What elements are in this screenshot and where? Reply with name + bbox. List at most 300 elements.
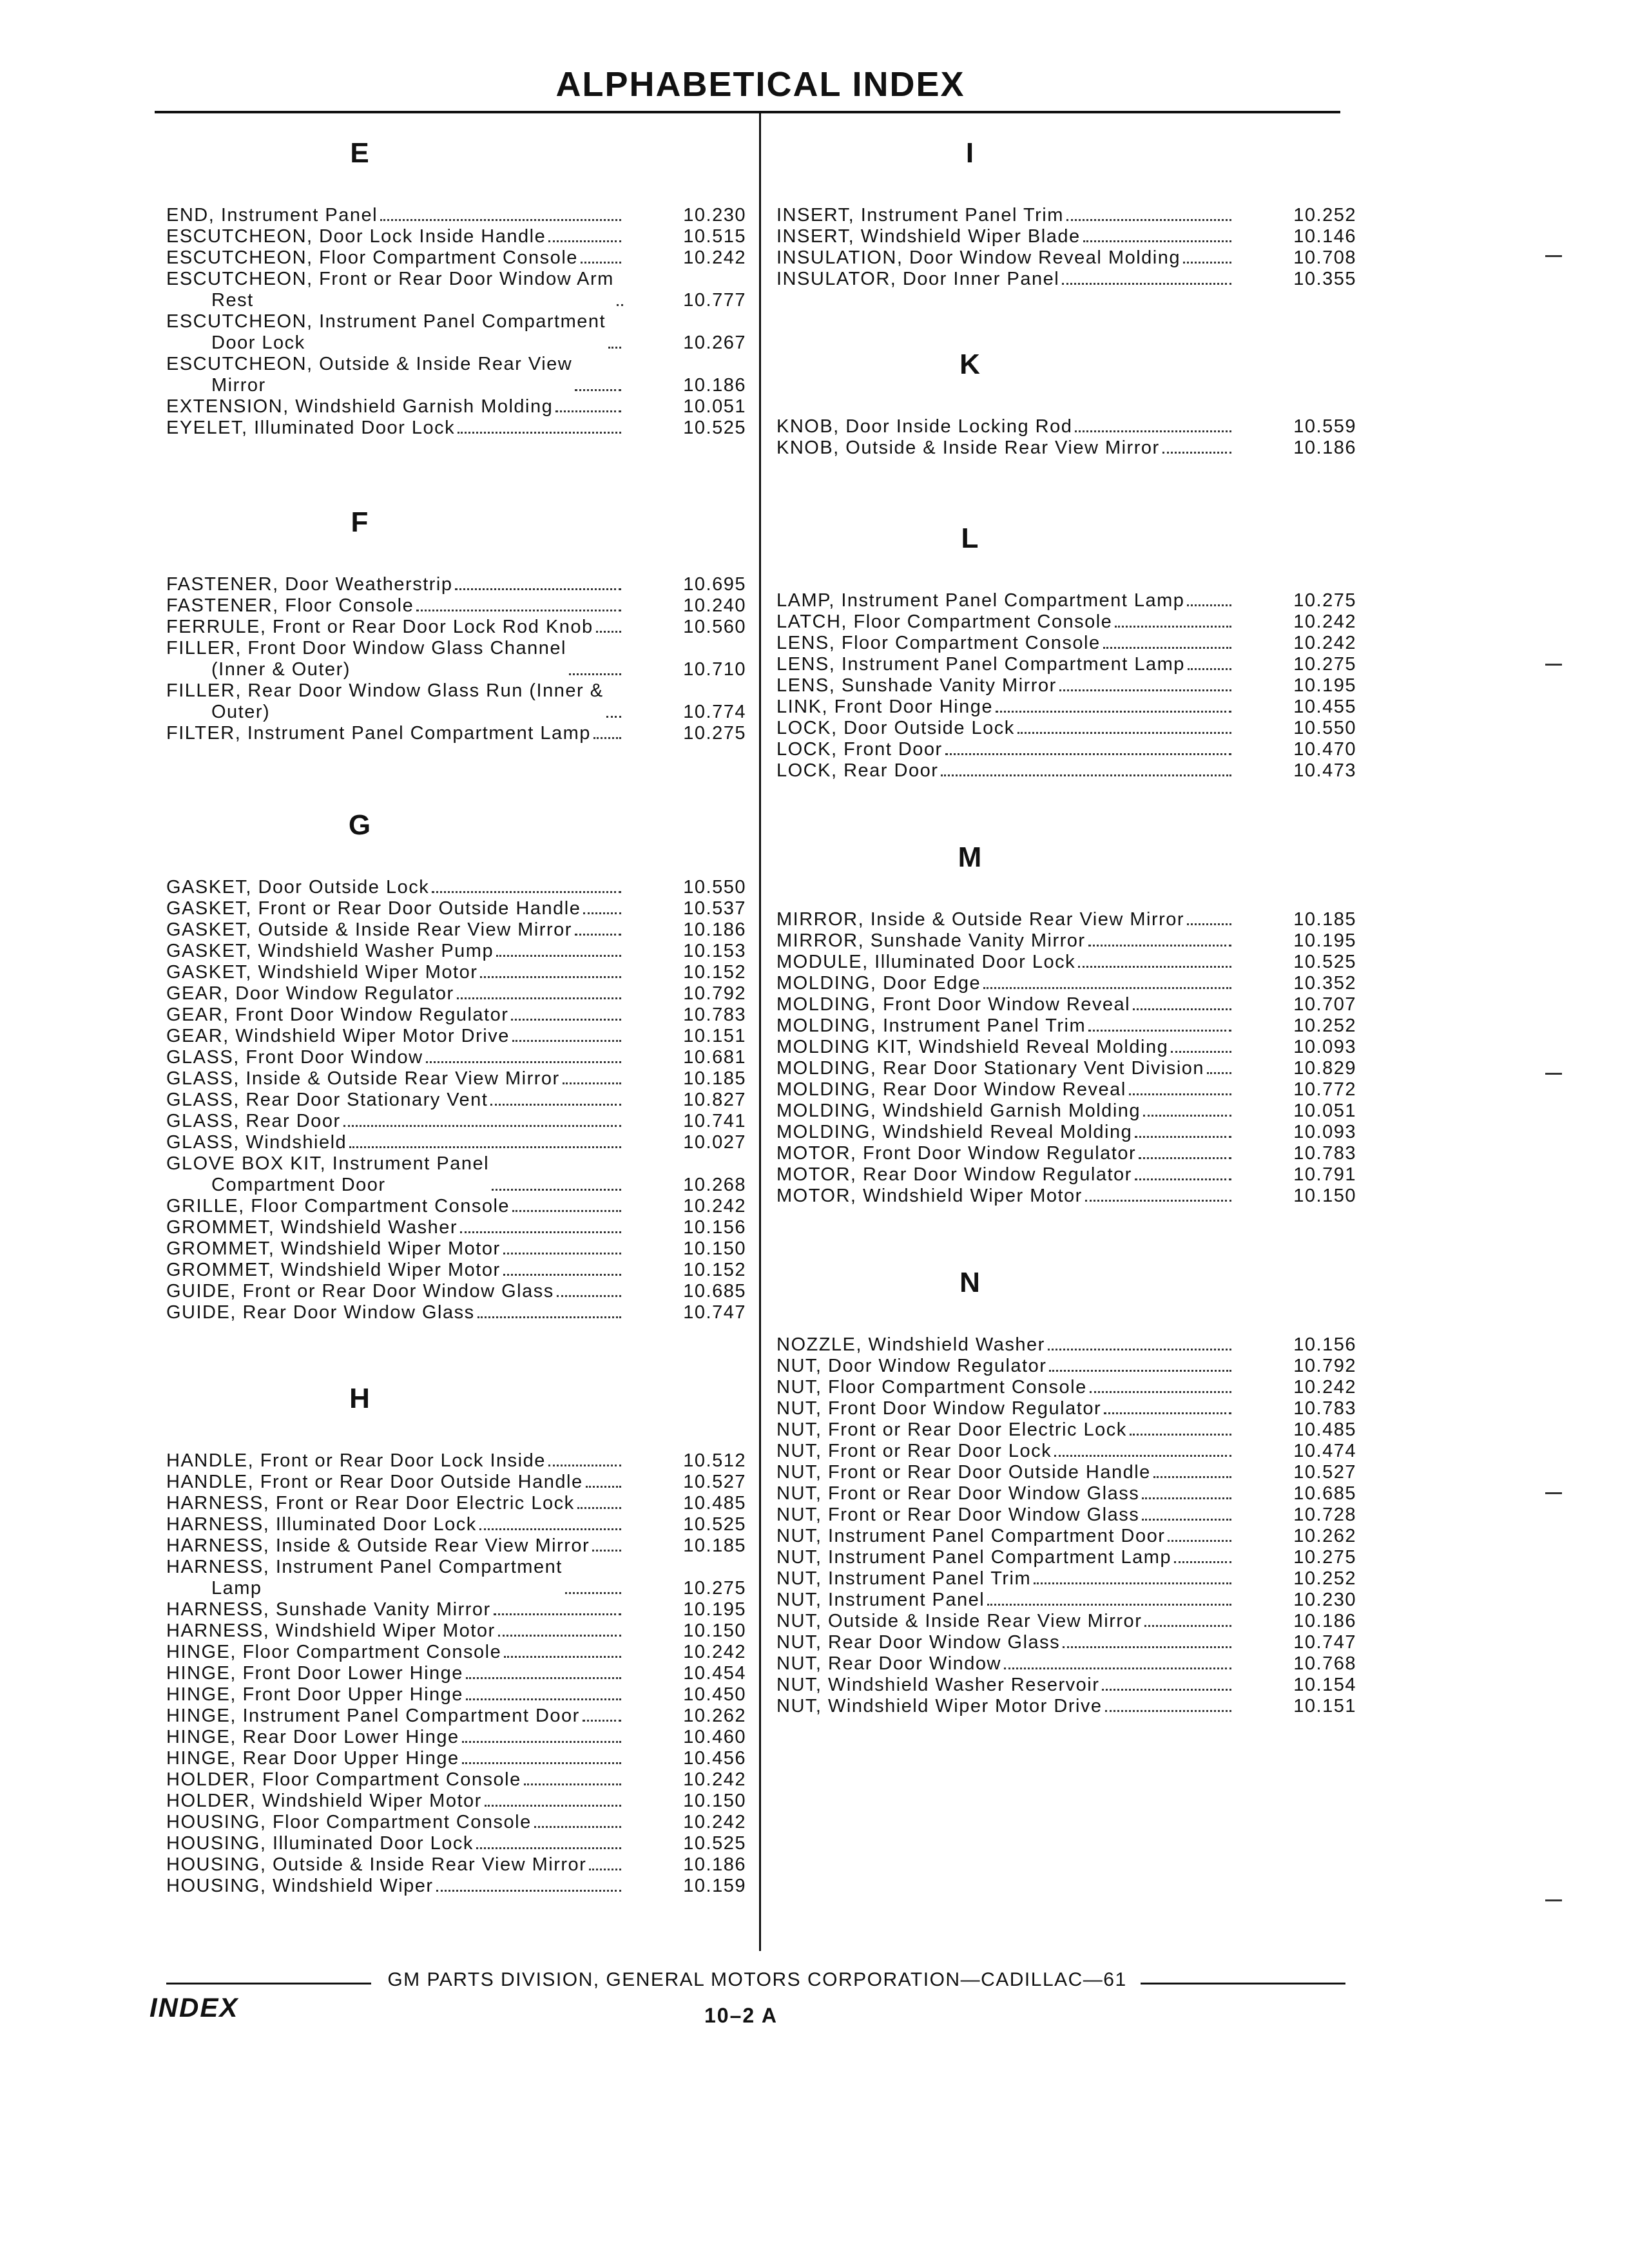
dot-leader: [460, 1231, 621, 1233]
index-entry: [776, 1419, 1356, 1441]
dot-leader: [596, 631, 621, 633]
entry-name: HINGE, Floor Compartment Console: [166, 1642, 502, 1662]
index-entry: [166, 595, 746, 617]
entry-page-number: 10.485: [683, 1493, 746, 1514]
index-entry: [166, 418, 746, 439]
dot-leader: [581, 262, 621, 264]
dot-leader: [511, 1019, 621, 1021]
entry-name: GASKET, Front or Rear Door Outside Handle: [166, 898, 581, 919]
dot-leader: [1142, 1497, 1231, 1499]
index-entry: [776, 1058, 1356, 1079]
entry-page-number: 10.267: [683, 332, 746, 353]
dot-leader: [548, 1465, 621, 1466]
entry-name: ESCUTCHEON, Instrument Panel Compartment: [166, 311, 606, 332]
dot-leader: [987, 1604, 1231, 1606]
entry-page-number: 10.242: [683, 247, 746, 268]
index-entry: [776, 1675, 1356, 1696]
dot-leader: [565, 1592, 621, 1594]
index-entry: [166, 983, 746, 1004]
entry-page-number: 10.525: [683, 1833, 746, 1854]
entry-name: GEAR, Front Door Window Regulator: [166, 1004, 509, 1025]
index-entry: [776, 1100, 1356, 1122]
entry-name: ESCUTCHEON, Outside & Inside Rear View: [166, 354, 573, 374]
index-section: [166, 128, 746, 438]
entry-page-number: 10.146: [1293, 226, 1356, 247]
entry-name: NUT, Rear Door Window Glass: [776, 1632, 1061, 1653]
entry-name: NUT, Windshield Washer Reservoir: [776, 1675, 1100, 1695]
entry-page-number: 10.242: [683, 1769, 746, 1790]
dot-leader: [1139, 1157, 1231, 1159]
entry-page-number: 10.768: [1293, 1653, 1356, 1674]
entry-page-number: 10.186: [1293, 1611, 1356, 1631]
entry-name: MIRROR, Inside & Outside Rear View Mirror: [776, 909, 1185, 930]
dot-leader: [1174, 1561, 1231, 1563]
index-entry: [166, 1812, 746, 1833]
entry-name: MOLDING, Door Edge: [776, 973, 981, 994]
entry-name: NUT, Rear Door Window: [776, 1653, 1001, 1674]
index-entry: [166, 1791, 746, 1812]
entry-page-number: 10.460: [683, 1727, 746, 1747]
index-entry: [776, 675, 1356, 697]
entry-name: ESCUTCHEON, Front or Rear Door Window Arm: [166, 269, 614, 289]
dot-leader: [1034, 1582, 1231, 1584]
dot-leader: [1207, 1072, 1231, 1074]
entry-name: NOZZLE, Windshield Washer: [776, 1334, 1045, 1355]
entry-name: LOCK, Front Door: [776, 739, 943, 760]
index-entry: [776, 1186, 1356, 1207]
entry-name: GASKET, Door Outside Lock: [166, 877, 430, 898]
dot-leader: [555, 410, 621, 412]
entry-page-number: 10.560: [683, 617, 746, 637]
entry-name-continued: Compartment Door: [211, 1175, 386, 1195]
dot-leader: [1049, 1370, 1231, 1372]
index-entry: [166, 1217, 746, 1238]
entry-name: HARNESS, Sunshade Vanity Mirror: [166, 1599, 491, 1620]
index-entry: [166, 1111, 746, 1132]
entry-name: NUT, Instrument Panel Compartment Lamp: [776, 1547, 1172, 1568]
entry-name: HARNESS, Front or Rear Door Electric Lock: [166, 1493, 575, 1514]
index-entry: [166, 1620, 746, 1642]
entry-page-number: 10.695: [683, 574, 746, 595]
dot-leader: [1171, 1051, 1231, 1053]
entry-page-number: 10.156: [1293, 1334, 1356, 1355]
dot-leader: [593, 737, 621, 739]
entry-name: GUIDE, Rear Door Window Glass: [166, 1302, 475, 1323]
entry-page-number: 10.230: [683, 205, 746, 226]
margin-tick: [1545, 1492, 1562, 1494]
index-entry: [166, 354, 746, 396]
dot-leader: [1129, 1093, 1231, 1095]
index-entry: [166, 919, 746, 941]
dot-leader: [480, 976, 621, 978]
entry-name: FILLER, Front Door Window Glass Channel: [166, 638, 566, 658]
index-entry: [166, 617, 746, 638]
entry-page-number: 10.150: [683, 1238, 746, 1259]
index-entry: [776, 952, 1356, 973]
footer-publisher: GM PARTS DIVISION, GENERAL MOTORS CORPORATION—CADILLAC—61: [387, 1969, 1127, 1990]
entry-page-number: 10.186: [683, 375, 746, 396]
page-number: 10–2 A: [704, 2004, 778, 2027]
entry-name: HOLDER, Floor Compartment Console: [166, 1769, 521, 1790]
dot-leader: [496, 955, 621, 957]
entry-page-number: 10.156: [683, 1217, 746, 1238]
entry-list: [776, 416, 1356, 459]
entry-name: MODULE, Illuminated Door Lock: [776, 952, 1076, 972]
footer-rule-right: [1141, 1983, 1345, 1984]
index-entry: [166, 1450, 746, 1472]
entry-name: MOLDING, Windshield Reveal Molding: [776, 1122, 1133, 1142]
index-entry: [166, 1068, 746, 1090]
entry-page-number: 10.195: [1293, 675, 1356, 696]
index-entry: [166, 1876, 746, 1897]
entry-page-number: 10.159: [683, 1876, 746, 1896]
entry-name: MIRROR, Sunshade Vanity Mirror: [776, 930, 1086, 951]
dot-leader: [1143, 1115, 1231, 1117]
entry-name: GEAR, Windshield Wiper Motor Drive: [166, 1026, 510, 1046]
index-entry: [166, 1196, 746, 1217]
entry-page-number: 10.791: [1293, 1164, 1356, 1185]
entry-name: INSERT, Instrument Panel Trim: [776, 205, 1064, 226]
entry-page-number: 10.195: [1293, 930, 1356, 951]
entry-page-number: 10.152: [683, 962, 746, 983]
entry-name: GLASS, Front Door Window: [166, 1047, 423, 1068]
index-entry: [776, 1441, 1356, 1462]
entry-list: [166, 1450, 746, 1897]
entry-page-number: 10.792: [1293, 1356, 1356, 1376]
dot-leader: [494, 1613, 621, 1615]
entry-page-number: 10.537: [683, 898, 746, 919]
entry-page-number: 10.051: [1293, 1100, 1356, 1121]
entry-name: GLASS, Rear Door: [166, 1111, 341, 1131]
dot-leader: [941, 774, 1231, 776]
index-entry: [166, 941, 746, 962]
dot-leader: [477, 1316, 621, 1318]
entry-name: MOLDING, Rear Door Window Reveal: [776, 1079, 1126, 1100]
dot-leader: [1183, 262, 1231, 264]
index-entry: [166, 1153, 746, 1196]
entry-page-number: 10.240: [683, 595, 746, 616]
index-entry: [776, 590, 1356, 611]
entry-page-number: 10.150: [683, 1791, 746, 1811]
entry-name: GASKET, Windshield Washer Pump: [166, 941, 494, 961]
entry-page-number: 10.707: [1293, 994, 1356, 1015]
entry-page-number: 10.747: [1293, 1632, 1356, 1653]
index-entry: [166, 680, 746, 723]
dot-leader: [1168, 1540, 1231, 1542]
entry-name: HOUSING, Floor Compartment Console: [166, 1812, 532, 1832]
entry-name: NUT, Front or Rear Door Lock: [776, 1441, 1052, 1461]
entry-name-continued: Rest: [211, 290, 254, 311]
entry-page-number: 10.527: [683, 1472, 746, 1492]
entry-name: INSULATION, Door Window Reveal Molding: [776, 247, 1181, 268]
index-entry: [166, 1663, 746, 1684]
dot-leader: [586, 1486, 621, 1488]
index-entry: [776, 1547, 1356, 1568]
dot-leader: [380, 219, 621, 221]
entry-name: GRILLE, Floor Compartment Console: [166, 1196, 510, 1216]
dot-leader: [1063, 1646, 1231, 1648]
entry-page-number: 10.195: [683, 1599, 746, 1620]
dot-leader: [343, 1125, 621, 1127]
column-divider: [759, 113, 761, 1951]
index-entry: [776, 226, 1356, 247]
dot-leader: [1078, 966, 1231, 968]
entry-page-number: 10.550: [1293, 718, 1356, 738]
dot-leader: [583, 1720, 621, 1722]
index-entry: [166, 247, 746, 269]
index-entry: [776, 760, 1356, 782]
dot-leader: [503, 1274, 621, 1276]
entry-list: [166, 877, 746, 1323]
section-letter: L: [961, 523, 979, 554]
index-entry: [776, 437, 1356, 459]
entry-name: GROMMET, Windshield Wiper Motor: [166, 1238, 501, 1259]
entry-page-number: 10.268: [683, 1175, 746, 1195]
dot-leader: [563, 1082, 621, 1084]
dot-leader: [548, 240, 621, 242]
index-entry: [166, 638, 746, 680]
dot-leader: [1103, 647, 1231, 649]
index-entry: [166, 1833, 746, 1854]
dot-leader: [524, 1783, 621, 1785]
entry-name: HANDLE, Front or Rear Door Outside Handle: [166, 1472, 583, 1492]
entry-name: MOLDING, Front Door Window Reveal: [776, 994, 1131, 1015]
entry-page-number: 10.186: [1293, 437, 1356, 458]
dot-leader: [1188, 668, 1231, 670]
entry-page-number: 10.150: [1293, 1186, 1356, 1206]
entry-page-number: 10.559: [1293, 416, 1356, 437]
dot-leader: [512, 1210, 621, 1212]
dot-leader: [1004, 1667, 1231, 1669]
entry-page-number: 10.792: [683, 983, 746, 1004]
dot-leader: [485, 1805, 621, 1807]
index-entry: [166, 1047, 746, 1068]
index-entry: [166, 1748, 746, 1769]
index-entry: [166, 1472, 746, 1493]
entry-page-number: 10.829: [1293, 1058, 1356, 1079]
dot-leader: [575, 934, 621, 936]
entry-name: ESCUTCHEON, Floor Compartment Console: [166, 247, 578, 268]
entry-name: GLASS, Rear Door Stationary Vent: [166, 1090, 488, 1110]
entry-page-number: 10.827: [683, 1090, 746, 1110]
entry-name: GEAR, Door Window Regulator: [166, 983, 454, 1004]
entry-page-number: 10.275: [683, 723, 746, 744]
entry-page-number: 10.150: [683, 1620, 746, 1641]
entry-name: GROMMET, Windshield Wiper Motor: [166, 1260, 501, 1280]
entry-name: FILLER, Rear Door Window Glass Run (Inner &: [166, 680, 604, 701]
index-entry: [776, 1696, 1356, 1717]
entry-page-number: 10.275: [1293, 1547, 1356, 1568]
index-entry: [166, 723, 746, 744]
dot-leader: [557, 1295, 621, 1297]
section-letter: E: [350, 137, 369, 169]
entry-page-number: 10.151: [1293, 1696, 1356, 1716]
entry-name: GUIDE, Front or Rear Door Window Glass: [166, 1281, 554, 1302]
index-entry: [166, 1599, 746, 1620]
index-entry: [166, 1238, 746, 1260]
entry-page-number: 10.352: [1293, 973, 1356, 994]
entry-page-number: 10.512: [683, 1450, 746, 1471]
dot-leader: [1135, 1178, 1231, 1180]
index-entry: [166, 396, 746, 418]
dot-leader: [466, 1677, 621, 1679]
entry-page-number: 10.747: [683, 1302, 746, 1323]
index-entry: [166, 205, 746, 226]
entry-page-number: 10.152: [683, 1260, 746, 1280]
index-entry: [776, 930, 1356, 952]
index-entry: [776, 697, 1356, 718]
index-entry: [776, 269, 1356, 290]
entry-name: GASKET, Outside & Inside Rear View Mirror: [166, 919, 572, 940]
section-letter: K: [959, 349, 980, 380]
dot-leader: [1162, 452, 1231, 454]
index-section: [776, 1257, 1356, 1716]
dot-leader: [1187, 923, 1231, 925]
entry-name: INSULATOR, Door Inner Panel: [776, 269, 1060, 289]
index-entry: [776, 1568, 1356, 1590]
dot-leader: [1115, 626, 1231, 628]
index-entry: [776, 633, 1356, 654]
entry-page-number: 10.525: [683, 418, 746, 438]
entry-name: HOUSING, Windshield Wiper: [166, 1876, 434, 1896]
index-entry: [166, 1260, 746, 1281]
entry-page-number: 10.275: [1293, 590, 1356, 611]
index-section: [776, 339, 1356, 458]
dot-leader: [503, 1253, 621, 1254]
entry-page-number: 10.027: [683, 1132, 746, 1153]
dot-leader: [512, 1040, 621, 1042]
entry-name: LAMP, Instrument Panel Compartment Lamp: [776, 590, 1185, 611]
margin-tick: [1545, 1899, 1562, 1901]
index-entry: [166, 1026, 746, 1047]
index-entry: [166, 574, 746, 595]
dot-leader: [1088, 1030, 1231, 1032]
index-entry: [776, 1632, 1356, 1653]
entry-page-number: 10.455: [1293, 697, 1356, 717]
entry-name: HOUSING, Illuminated Door Lock: [166, 1833, 474, 1854]
entry-name: HINGE, Rear Door Lower Hinge: [166, 1727, 459, 1747]
index-entry: [776, 718, 1356, 739]
entry-name: LATCH, Floor Compartment Console: [776, 611, 1113, 632]
dot-leader: [1083, 240, 1231, 242]
index-entry: [776, 1143, 1356, 1164]
dot-leader: [1017, 732, 1231, 734]
dot-leader: [1075, 430, 1231, 432]
entry-list: [776, 205, 1356, 290]
entry-page-number: 10.242: [683, 1642, 746, 1662]
entry-page-number: 10.774: [683, 702, 746, 722]
entry-name: HOUSING, Outside & Inside Rear View Mirror: [166, 1854, 587, 1875]
index-entry: [776, 1356, 1356, 1377]
dot-leader: [492, 1189, 621, 1191]
entry-name: MOLDING, Rear Door Stationary Vent Division: [776, 1058, 1205, 1079]
section-letter: H: [349, 1383, 370, 1414]
entry-list: [776, 590, 1356, 782]
entry-page-number: 10.685: [683, 1281, 746, 1302]
entry-name: LINK, Front Door Hinge: [776, 697, 994, 717]
entry-page-number: 10.242: [1293, 1377, 1356, 1398]
entry-page-number: 10.525: [1293, 952, 1356, 972]
entry-page-number: 10.772: [1293, 1079, 1356, 1100]
entry-page-number: 10.450: [683, 1684, 746, 1705]
index-entry: [776, 1611, 1356, 1632]
section-label: INDEX: [149, 1992, 239, 2023]
entry-page-number: 10.093: [1293, 1037, 1356, 1057]
entry-name: END, Instrument Panel: [166, 205, 378, 226]
entry-name: HARNESS, Windshield Wiper Motor: [166, 1620, 496, 1641]
index-entry: [166, 1854, 746, 1876]
entry-list: [166, 205, 746, 439]
index-entry: [776, 1504, 1356, 1526]
index-entry: [166, 1684, 746, 1706]
dot-leader: [458, 432, 621, 434]
entry-page-number: 10.473: [1293, 760, 1356, 781]
entry-page-number: 10.710: [683, 659, 746, 680]
index-entry: [166, 1281, 746, 1302]
section-letter: F: [351, 506, 369, 538]
entry-name: EYELET, Illuminated Door Lock: [166, 418, 456, 438]
dot-leader: [498, 1635, 621, 1637]
entry-name: HINGE, Front Door Lower Hinge: [166, 1663, 463, 1684]
dot-leader: [457, 997, 621, 999]
dot-leader: [1090, 1391, 1231, 1393]
entry-name: NUT, Front or Rear Door Window Glass: [776, 1483, 1140, 1504]
index-entry: [776, 654, 1356, 675]
dot-leader: [1133, 1008, 1231, 1010]
index-entry: [776, 1334, 1356, 1356]
section-letter: M: [958, 841, 982, 873]
dot-leader: [996, 711, 1231, 713]
entry-name: MOLDING, Windshield Garnish Molding: [776, 1100, 1141, 1121]
footer-rule-left: [166, 1983, 371, 1984]
index-entry: [776, 1164, 1356, 1186]
entry-page-number: 10.186: [683, 919, 746, 940]
index-entry: [166, 1727, 746, 1748]
entry-name: MOLDING, Instrument Panel Trim: [776, 1015, 1086, 1036]
margin-tick: [1545, 1073, 1562, 1075]
index-section: [166, 1373, 746, 1896]
entry-page-number: 10.783: [1293, 1398, 1356, 1419]
entry-page-number: 10.527: [1293, 1462, 1356, 1483]
entry-name: HINGE, Front Door Upper Hinge: [166, 1684, 463, 1705]
entry-page-number: 10.550: [683, 877, 746, 898]
entry-name: NUT, Front or Rear Door Window Glass: [776, 1504, 1140, 1525]
dot-leader: [1130, 1434, 1231, 1436]
entry-name: NUT, Instrument Panel: [776, 1590, 985, 1610]
index-entry: [776, 1462, 1356, 1483]
entry-page-number: 10.051: [683, 396, 746, 417]
dot-leader: [1048, 1349, 1231, 1350]
index-entry: [776, 416, 1356, 437]
index-entry: [776, 611, 1356, 633]
entry-page-number: 10.470: [1293, 739, 1356, 760]
dot-leader: [1144, 1625, 1231, 1627]
dot-leader: [1135, 1136, 1231, 1138]
dot-leader: [1066, 219, 1231, 221]
index-entry: [776, 1483, 1356, 1504]
entry-name: MOTOR, Windshield Wiper Motor: [776, 1186, 1083, 1206]
dot-leader: [476, 1847, 621, 1849]
page-title: ALPHABETICAL INDEX: [555, 65, 965, 104]
dot-leader: [1142, 1519, 1231, 1521]
entry-page-number: 10.242: [683, 1196, 746, 1216]
entry-name: MOLDING KIT, Windshield Reveal Molding: [776, 1037, 1169, 1057]
dot-leader: [945, 753, 1231, 755]
entry-name: NUT, Door Window Regulator: [776, 1356, 1047, 1376]
entry-name: NUT, Windshield Wiper Motor Drive: [776, 1696, 1103, 1716]
entry-page-number: 10.515: [683, 226, 746, 247]
index-entry: [776, 909, 1356, 930]
